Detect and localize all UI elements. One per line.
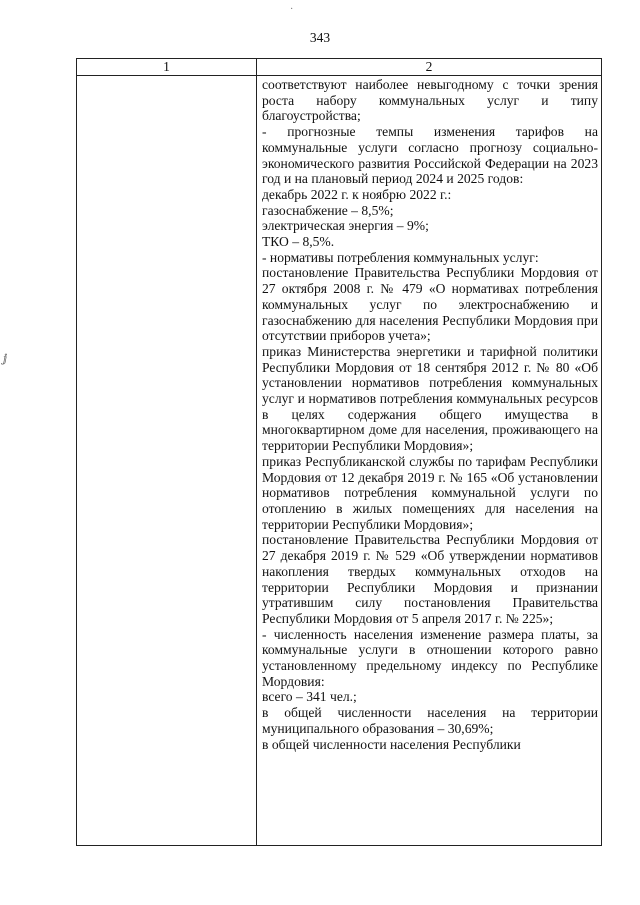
paragraph: постановление Правительства Республики Мордовия от 27 октября 2008 г. № 479 «О нормативах потребления коммунальных услуг по электроснабжению и газоснабжению для населения Республики Мордовия при отсутствии приборов учета»;	[262, 265, 598, 344]
paragraph: ТКО – 8,5%.	[262, 234, 335, 250]
paragraph: приказ Министерства энергетики и тарифной политики Республики Мордовия от 18 сентября 2012 г. № 80 «Об установлении нормативов потребления коммунальных услуг и нормативов потребления коммунальных ресурсов в целях содержания общего имущества в многоквартирном доме для населения, проживающего на территории Республики Мордовия»;	[262, 343, 598, 454]
paragraph: - нормативы потребления коммунальных услуг:	[262, 249, 539, 265]
column-header-1: 1	[77, 59, 257, 76]
paragraph: - численность населения изменение размера платы, за коммунальные услуги в отношении которого равно установленному предельному индексу по Республике Мордовия:	[262, 626, 598, 689]
column-header-2: 2	[257, 59, 602, 76]
paragraph: - прогнозные темпы изменения тарифов на коммунальные услуги согласно прогнозу социально-экономического развития Российской Федерации на 2023 год и на плановый период 2024 и 2025 годов:	[262, 124, 598, 187]
paragraph: в общей численности населения Республики	[262, 736, 521, 752]
cell-text	[257, 76, 601, 752]
scan-speck: ·	[290, 4, 294, 15]
paragraph: приказ Республиканской службы по тарифам Республики Мордовия от 12 декабря 2019 г. № 165 «Об установлении нормативов потребления коммунальной услуги по отоплению в жилых помещениях для населения на территории Республики Мордовия»;	[262, 453, 598, 532]
paragraph: газоснабжение – 8,5%;	[262, 202, 394, 218]
paragraph: соответствуют наиболее невыгодному с точки зрения роста набору коммунальных услуг и типу благоустройства;	[262, 77, 598, 124]
paragraph: электрическая энергия – 9%;	[262, 218, 429, 234]
margin-mark: ⅉ	[3, 353, 7, 365]
page-number: 343	[309, 30, 331, 45]
column-1-cell	[77, 76, 257, 846]
paragraph: всего – 341 чел.;	[262, 689, 357, 705]
paragraph: постановление Правительства Республики Мордовия от 27 декабря 2019 г. № 529 «Об утверждении нормативов накопления твердых коммунальных отходов на территории Республики Мордовия и признании утратившим силу постановления Правительства Республики Мордовия от 5 апреля 2017 г. № 225»;	[262, 532, 598, 626]
paragraph: в общей численности населения на территории муниципального образования – 30,69%;	[262, 705, 598, 736]
paragraph: декабрь 2022 г. к ноябрю 2022 г.:	[262, 186, 452, 202]
column-2-cell	[257, 76, 602, 846]
document-table	[76, 58, 602, 846]
table-header-row	[77, 59, 602, 76]
table-row	[77, 76, 602, 846]
